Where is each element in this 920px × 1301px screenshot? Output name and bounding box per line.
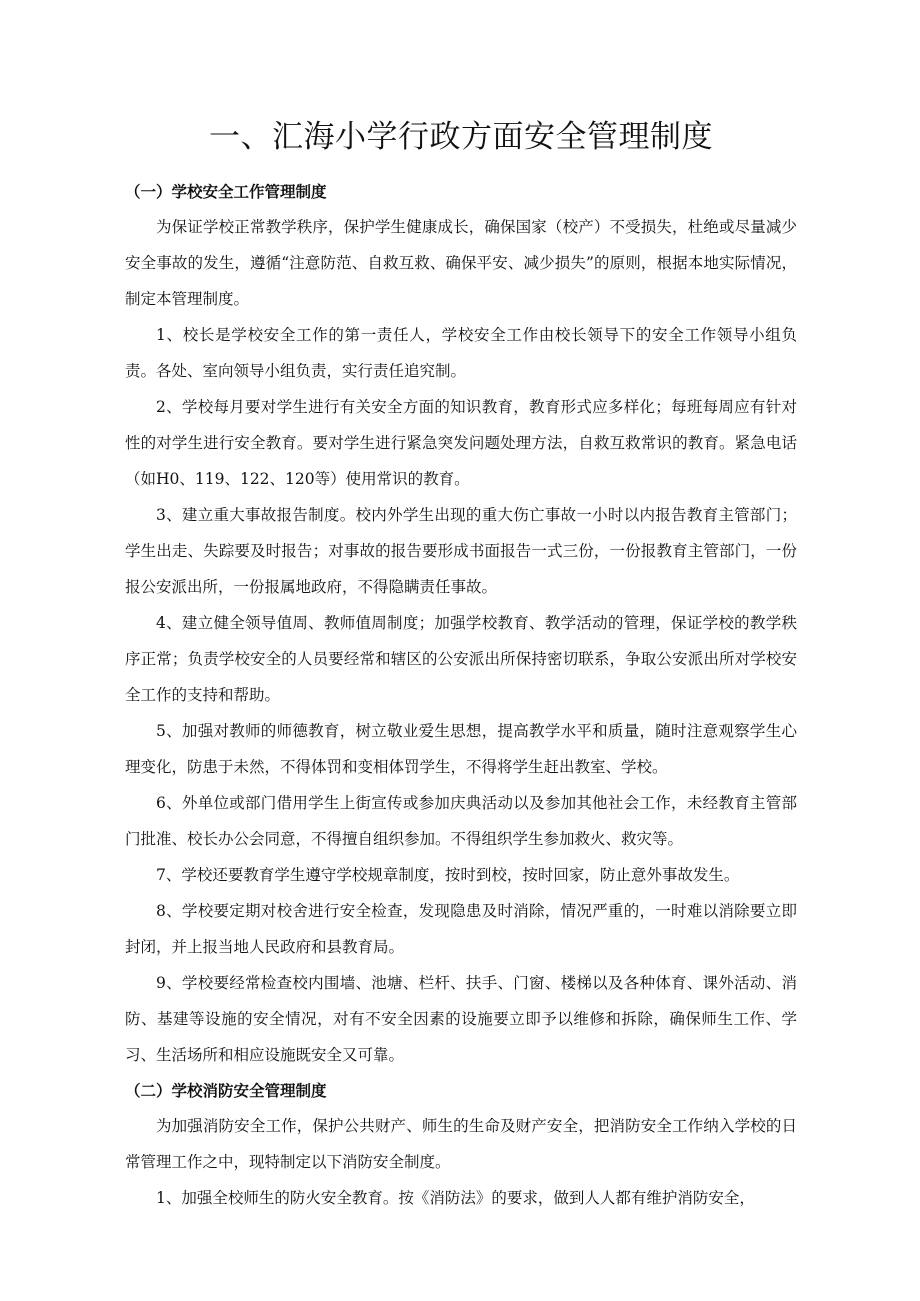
paragraph-item-6: 6、外单位或部门借用学生上街宣传或参加庆典活动以及参加其他社会工作，未经教育主管部门批准、校长办公会同意，不得擅自组织参加。不得组织学生参加救火、救灾等。 [125, 794, 797, 848]
paragraph-item-8: 8、学校要定期对校舍进行安全检查，发现隐患及时消除，情况严重的，一时难以消除要立即封闭，并上报当地人民政府和县教育局。 [125, 902, 797, 956]
section-heading: （一）学校安全工作管理制度 [125, 182, 327, 201]
paragraph-item-7: 7、学校还要教育学生遵守学校规章制度，按时到校，按时回家，防止意外事故发生。 [156, 866, 740, 884]
paragraph-item-9: 9、学校要经常检查校内围墙、池塘、栏杆、扶手、门窗、楼梯以及各种体育、课外活动、消防、基建等设施的安全情况，对有不安全因素的设施要立即予以维修和拆除，确保师生工作、学习、生活场所和相应设施既安全又可靠。 [125, 974, 797, 1064]
document-title: 一、汇海小学行政方面安全管理制度 [209, 119, 713, 155]
section-heading: （二）学校消防安全管理制度 [125, 1081, 327, 1100]
paragraph-item-4: 4、建立健全领导值周、教师值周制度；加强学校教育、教学活动的管理，保证学校的教学秩序正常；负责学校安全的人员要经常和辖区的公安派出所保持密切联系，争取公安派出所对学校安全工作的支持和帮助。 [125, 614, 797, 704]
paragraph-item-1: 1、加强全校师生的防火安全教育。按《消防法》的要求，做到人人都有维护消防安全， [156, 1189, 755, 1207]
section-fire-safety [125, 1073, 797, 1216]
paragraph-intro: 为加强消防安全工作，保护公共财产、师生的生命及财产安全，把消防安全工作纳入学校的日常管理工作之中，现特制定以下消防安全制度。 [125, 1117, 797, 1171]
paragraph-item-5: 5、加强对教师的师德教育，树立敬业爱生思想，提高教学水平和质量，随时注意观察学生心理变化，防患于未然，不得体罚和变相体罚学生，不得将学生赶出教室、学校。 [125, 722, 797, 776]
paragraph-item-1: 1、校长是学校安全工作的第一责任人，学校安全工作由校长领导下的安全工作领导小组负责。各处、室向领导小组负责，实行责任追究制。 [125, 326, 797, 380]
document-page [125, 108, 797, 1216]
paragraph-intro: 为保证学校正常教学秩序，保护学生健康成长，确保国家（校产）不受损失，杜绝或尽量减少安全事故的发生，遵循“注意防范、自救互救、确保平安、减少损失”的原则，根据本地实际情况，制定本管理制度。 [125, 218, 797, 308]
paragraph-item-3: 3、建立重大事故报告制度。校内外学生出现的重大伤亡事故一小时以内报告教育主管部门；学生出走、失踪要及时报告；对事故的报告要形成书面报告一式三份，一份报教育主管部门，一份报公安派出所，一份报属地政府，不得隐瞒责任事故。 [125, 506, 797, 596]
section-school-safety [125, 174, 797, 1073]
paragraph-item-2: 2、学校每月要对学生进行有关安全方面的知识教育，教育形式应多样化；每班每周应有针对性的对学生进行安全教育。要对学生进行紧急突发问题处理方法，自救互救常识的教育。紧急电话（如H0、119、122、120等）使用常识的教育。 [125, 398, 797, 488]
